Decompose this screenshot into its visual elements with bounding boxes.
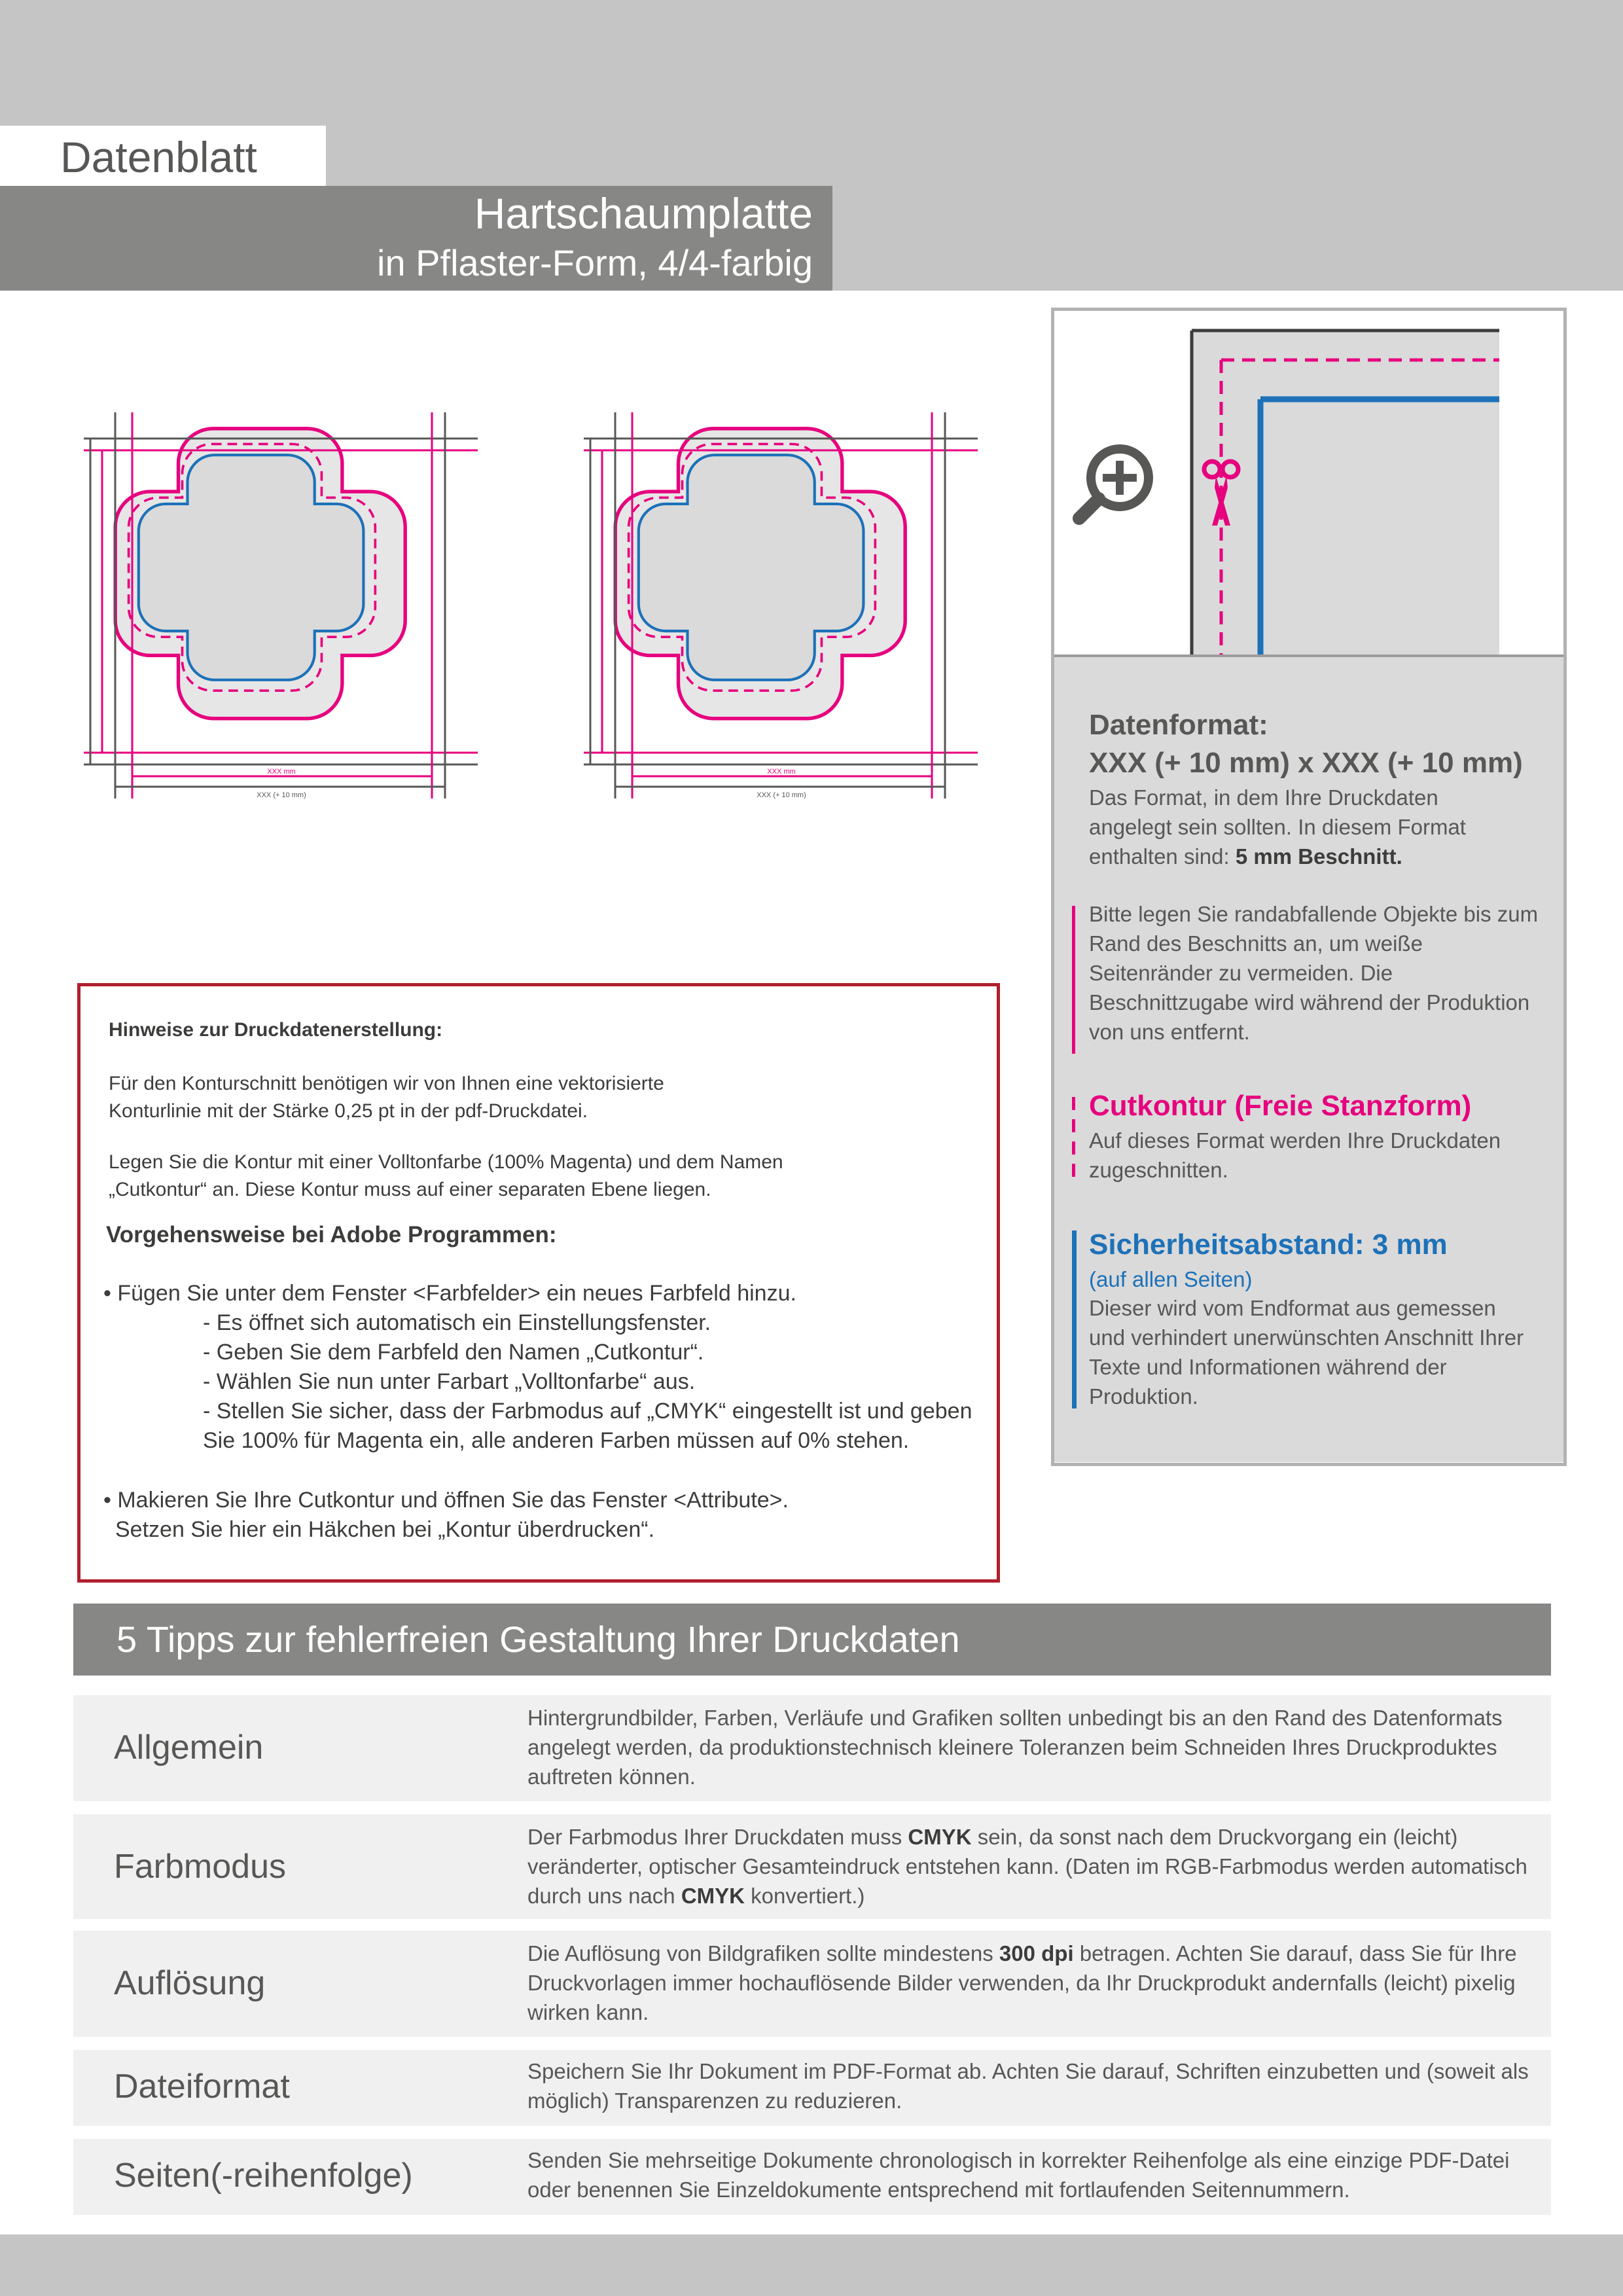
footer-band xyxy=(0,2234,1623,2296)
notes-bullet-1-sub-5: Sie 100% für Magenta ein, alle anderen Farben müssen auf 0% stehen. xyxy=(203,1428,910,1453)
notes-p1-line1: Für den Konturschnitt benötigen wir von Ihnen eine vektorisierte xyxy=(109,1073,664,1094)
product-diagram-left xyxy=(79,406,497,812)
tip-label: Farbmodus xyxy=(114,1848,286,1886)
dim-label-outer: XXX (+ 10 mm) xyxy=(757,791,806,799)
cut-marker xyxy=(1072,1097,1075,1177)
doc-label: Datenblatt xyxy=(60,133,257,181)
notes-bullet-1: • Fügen Sie unter dem Fenster <Farbfelder> ein neues Farbfeld hinzu. xyxy=(103,1281,796,1306)
notes-bullet-2: • Makieren Sie Ihre Cutkontur und öffnen Sie das Fenster <Attribute>. xyxy=(103,1488,789,1513)
dim-label-inner: XXX mm xyxy=(267,768,296,776)
cut-heading: Cutkontur (Freie Stanzform) xyxy=(1089,1090,1472,1122)
tip-label: Allgemein xyxy=(114,1729,264,1767)
corner-zoom-illustration xyxy=(1054,311,1563,655)
tip-text: Die Auflösung von Bildgrafiken sollte mindestens 300 dpi betragen. Achten Sie darauf, dass Sie für Ihre Druckvorlagen immer hochauflösende Bilder verwenden, da Ihr Druckprodukt andernfalls (leicht) pixelig wirken kann. xyxy=(527,1941,1517,2024)
tip-text: Hintergrundbilder, Farben, Verläufe und Grafiken sollten unbedingt bis an den Rand des Datenformats angelegt werden, da produktionstechnisch kleinere Toleranzen beim Schneiden Ihres Druckproduktes auftreten können. xyxy=(527,1706,1503,1789)
product-diagram-right xyxy=(579,406,997,812)
notes-bullet-1-sub-1: - Es öffnet sich automatisch ein Einstellungsfenster. xyxy=(203,1310,711,1335)
notes-bullet-2-line-2: Setzen Sie hier ein Häkchen bei „Kontur überdrucken“. xyxy=(115,1517,655,1542)
safe-marker xyxy=(1072,1230,1077,1408)
adobe-heading: Vorgehensweise bei Adobe Programmen: xyxy=(106,1222,557,1247)
tip-row xyxy=(73,1814,1551,1919)
notes-p2-line1: Legen Sie die Kontur mit einer Volltonfarbe (100% Magenta) und dem Namen xyxy=(109,1151,783,1173)
tip-row xyxy=(73,2139,1551,2215)
format-heading: Datenformat: xyxy=(1089,709,1268,741)
notes-heading: Hinweise zur Druckdatenerstellung: xyxy=(109,1019,443,1041)
notes-p1-line2: Konturlinie mit der Stärke 0,25 pt in der pdf-Druckdatei. xyxy=(109,1100,588,1122)
format-size: XXX (+ 10 mm) x XXX (+ 10 mm) xyxy=(1089,747,1523,779)
page-title: Hartschaumplatte xyxy=(474,189,813,238)
safe-text: Dieser wird vom Endformat aus gemessen und verhindert unerwünschten Anschnitt Ihrer Texte und Informationen während der Produktion. xyxy=(1089,1296,1524,1408)
tip-label: Auflösung xyxy=(114,1964,266,2002)
dim-label-outer: XXX (+ 10 mm) xyxy=(257,791,306,799)
page-subtitle: in Pflaster-Form, 4/4-farbig xyxy=(377,242,813,283)
tip-row xyxy=(73,1695,1551,1801)
bleed-text: Bitte legen Sie randabfallende Objekte bis zum Rand des Beschnitts an, um weiße Seitenränder zu vermeiden. Die Beschnittzugabe wird während der Produktion von uns entfernt. xyxy=(1089,902,1539,1044)
dim-label-inner: XXX mm xyxy=(767,768,796,776)
tip-text: Der Farbmodus Ihrer Druckdaten muss CMYK sein, da sonst nach dem Druckvorgang ein (leicht) veränderter, optischer Gesamteindruck entstehen kann. (Daten im RGB-Farbmodus werden automatisch durch uns nach CMYK konvertiert.) xyxy=(527,1825,1527,1908)
safe-subheading: (auf allen Seiten) xyxy=(1089,1267,1253,1291)
tip-label: Seiten(-reihenfolge) xyxy=(114,2157,413,2195)
notes-p2-line2: „Cutkontur“ an. Diese Kontur muss auf einer separaten Ebene liegen. xyxy=(109,1179,711,1200)
tip-text: Speichern Sie Ihr Dokument im PDF-Format ab. Achten Sie darauf, Schriften einzubetten und (soweit als möglich) Transparenzen zu reduzieren. xyxy=(527,2059,1529,2113)
zoom-in-icon xyxy=(1079,449,1149,518)
format-description: Das Format, in dem Ihre Druckdaten angelegt sein sollten. In diesem Format enthalten sind: 5 mm Beschnitt. xyxy=(1089,785,1466,869)
notes-bullet-1-sub-3: - Wählen Sie nun unter Farbart „Volltonfarbe“ aus. xyxy=(203,1369,696,1394)
tip-text: Senden Sie mehrseitige Dokumente chronologisch in korrekter Reihenfolge als eine einzige PDF-Datei oder benennen Sie Einzeldokumente entsprechend mit fortlaufenden Seitennummern. xyxy=(527,2148,1510,2202)
tip-row xyxy=(73,1931,1551,2037)
notes-bullet-1-sub-4: - Stellen Sie sicher, dass der Farbmodus auf „CMYK“ eingestellt ist und geben xyxy=(203,1399,972,1424)
safe-heading: Sicherheitsabstand: 3 mm xyxy=(1089,1229,1448,1261)
tip-row xyxy=(73,2050,1551,2126)
cut-text: Auf dieses Format werden Ihre Druckdaten zugeschnitten. xyxy=(1089,1128,1501,1182)
notes-bullet-1-sub-2: - Geben Sie dem Farbfeld den Namen „Cutkontur“. xyxy=(203,1340,704,1365)
tip-label: Dateiformat xyxy=(114,2068,290,2106)
tips-title: 5 Tipps zur fehlerfreien Gestaltung Ihrer Druckdaten xyxy=(116,1619,960,1660)
bleed-marker xyxy=(1072,906,1075,1054)
